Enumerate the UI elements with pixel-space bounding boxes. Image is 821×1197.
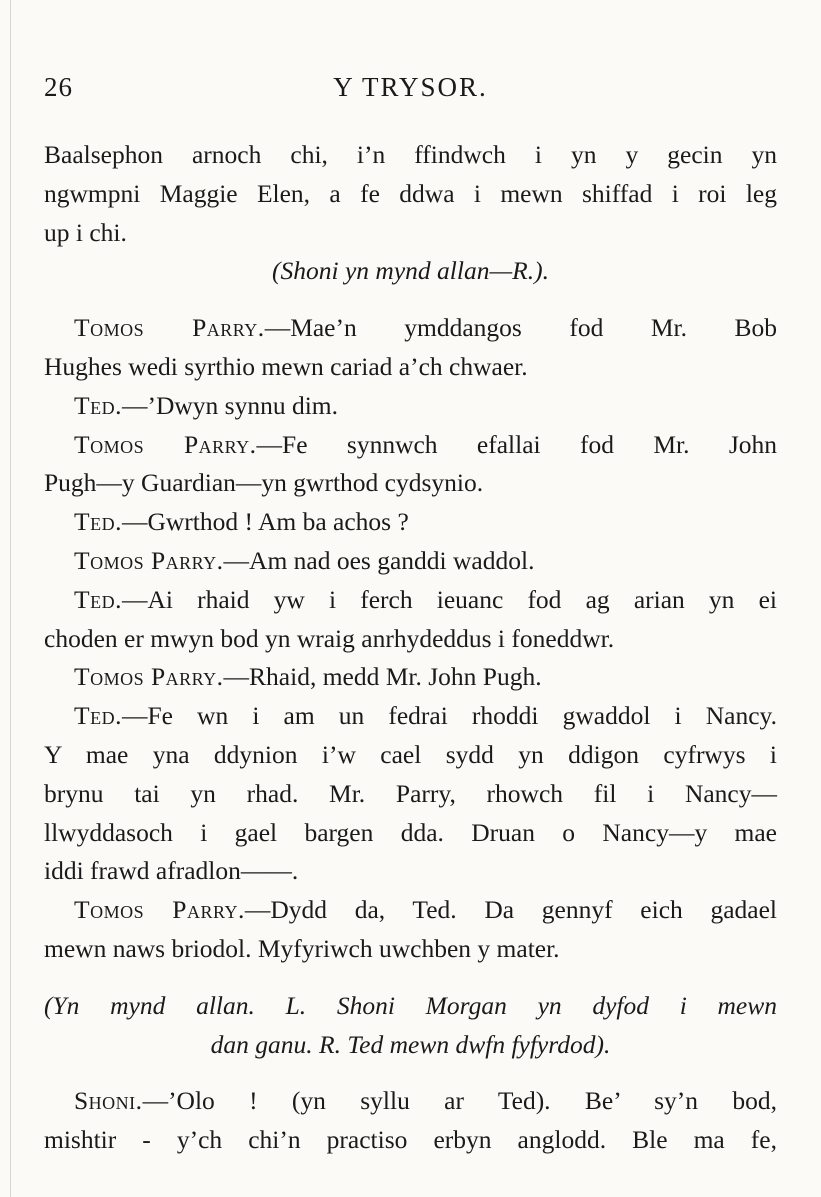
body-text (44, 136, 777, 1160)
speaker-name: Tomos Parry. (74, 545, 224, 575)
paragraph-gap (44, 291, 777, 309)
text-line (44, 252, 777, 291)
line-text: (Yn mynd allan. L. Shoni Morgan yn dyfod i mewn (44, 990, 777, 1020)
text-line (44, 852, 777, 891)
line-text: —Am nad oes ganddi waddol. (223, 545, 535, 575)
text-line (44, 214, 777, 253)
text-line (44, 136, 777, 175)
text-line (44, 309, 777, 348)
line-text: (Shoni yn mynd allan—R.). (272, 256, 549, 286)
line-text: —’Olo ! (yn syllu ar Ted). Be’ sy’n bod, (142, 1086, 777, 1116)
line-text: Baalsephon arnoch chi, i’n ffindwch i yn y gecin yn (44, 140, 777, 169)
text-line (44, 620, 777, 659)
running-title: Y TRYSOR. (333, 72, 488, 102)
text-line (44, 736, 777, 775)
line-text: iddi frawd afradlon——. (44, 856, 299, 886)
text-line (44, 1121, 777, 1160)
line-text: up i chi. (44, 217, 127, 247)
text-line (44, 348, 777, 387)
line-text: choden er mwyn bod yn wraig anrhydeddus i foneddwr. (44, 623, 615, 653)
text-line (44, 503, 777, 542)
speaker-name: Tomos Parry. (74, 429, 257, 459)
line-text: dan ganu. R. Ted mewn dwfn fyfyrdod). (210, 1029, 611, 1059)
text-line (44, 1082, 777, 1121)
speaker-name: Ted. (74, 390, 122, 420)
line-text: llwyddasoch i gael bargen dda. Druan o Nancy—y mae (44, 817, 777, 847)
line-text: mishtir - y’ch chi’n practiso erbyn anglodd. Ble ma fe, (44, 1125, 777, 1155)
line-text: ngwmpni Maggie Elen, a fe ddwa i mewn shiffad i roi leg (44, 178, 777, 208)
page-edge-line (10, 0, 11, 1197)
text-line (44, 387, 777, 426)
line-text: Y mae yna ddynion i’w cael sydd yn ddigon cyfrwys i (44, 739, 777, 769)
text-line (44, 658, 777, 697)
text-line (44, 775, 777, 814)
speaker-name: Tomos Parry. (74, 662, 224, 692)
text-line (44, 891, 777, 930)
speaker-name: Ted. (74, 584, 122, 614)
line-text: brynu tai yn rhad. Mr. Parry, rhowch fil i Nancy— (44, 778, 777, 808)
line-text: Pugh—y Guardian—yn gwrthod cydsynio. (44, 468, 484, 498)
text-line (44, 426, 777, 465)
line-text: mewn naws briodol. Myfyriwch uwchben y mater. (44, 933, 560, 963)
speaker-name: Ted. (74, 701, 122, 731)
text-line (44, 814, 777, 853)
line-text: Hughes wedi syrthio mewn cariad a’ch chwaer. (44, 351, 528, 381)
speaker-name: Ted. (74, 507, 122, 537)
paragraph-gap (44, 1064, 777, 1082)
text-line (44, 464, 777, 503)
line-text: —Fe wn i am un fedrai rhoddi gwaddol i Nancy. (121, 701, 777, 731)
line-text: —Mae’n ymddangos fod Mr. Bob (264, 313, 777, 343)
speaker-name: Shoni. (74, 1086, 143, 1116)
speaker-name: Tomos Parry. (74, 313, 265, 343)
text-line (44, 930, 777, 969)
line-text: —Ai rhaid yw i ferch ieuanc fod ag arian yn ei (121, 584, 777, 614)
line-text: —Dydd da, Ted. Da gennyf eich gadael (244, 895, 777, 925)
paragraph-gap (44, 969, 777, 987)
text-line (44, 542, 777, 581)
text-line (44, 697, 777, 736)
line-text: —’Dwyn synnu dim. (121, 390, 338, 420)
page-number: 26 (44, 72, 73, 102)
line-text: —Fe synnwch efallai fod Mr. John (256, 429, 777, 459)
text-line (44, 175, 777, 214)
text-line (44, 987, 777, 1026)
line-text: —Rhaid, medd Mr. John Pugh. (223, 662, 542, 692)
speaker-name: Tomos Parry. (74, 895, 245, 925)
text-line (44, 581, 777, 620)
text-line (44, 1026, 777, 1065)
line-text: —Gwrthod ! Am ba achos ? (121, 507, 409, 537)
